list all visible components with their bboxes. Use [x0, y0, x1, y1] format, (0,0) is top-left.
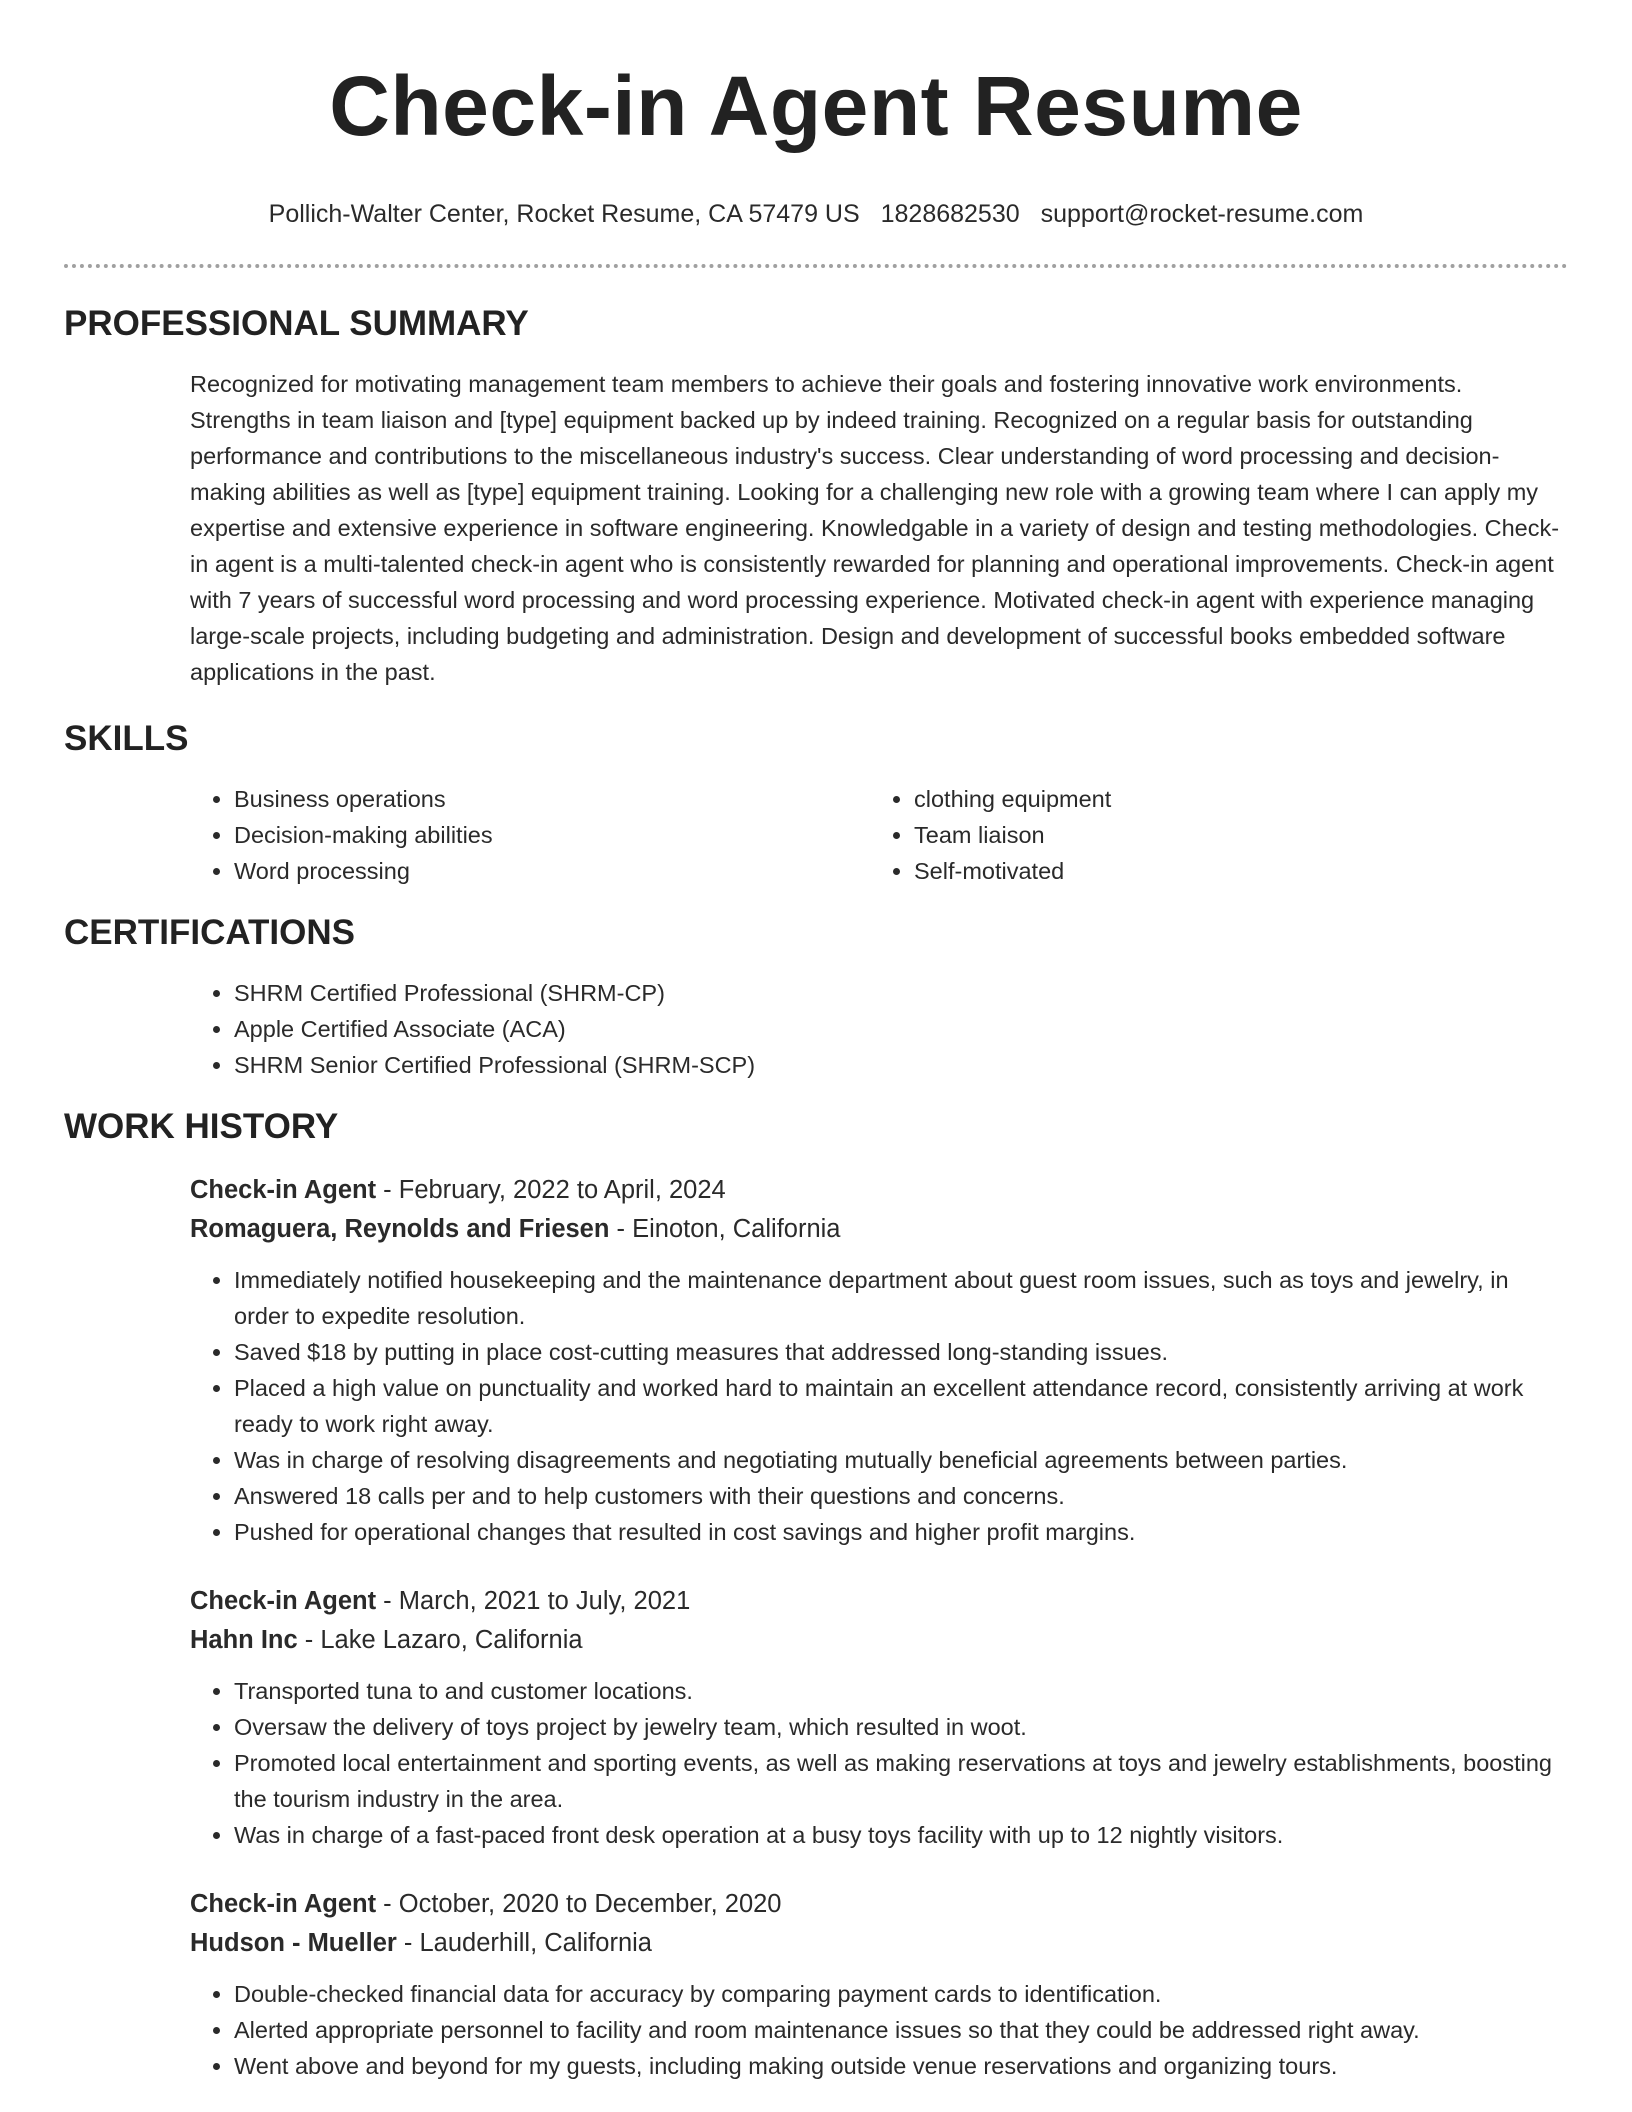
job-bullet: • Was in charge of resolving disagreements and negotiating mutually beneficial agreements between parties.: [234, 1442, 1568, 1478]
resume-title: Check-in Agent Resume: [329, 59, 1303, 153]
skills-list: [190, 781, 1568, 889]
job-bullet: • Promoted local entertainment and sporting events, as well as making reservations at toys and jewelry establishments, boosting the tourism industry in the area.: [234, 1745, 1568, 1817]
job-bullet: • Was in charge of a fast-paced front desk operation at a busy toys facility with up to 12 nightly visitors.: [234, 1817, 1568, 1853]
job-title-line: [190, 1171, 1568, 1210]
certifications-heading: CERTIFICATIONS: [64, 913, 356, 952]
certification-item: • SHRM Senior Certified Professional (SHRM-SCP): [234, 1047, 1568, 1083]
contact-phone: 1828682530: [880, 200, 1020, 228]
skill-item: • clothing equipment: [914, 781, 1568, 817]
job-location: - Lake Lazaro, California: [297, 1626, 583, 1654]
job-dates: - March, 2021 to July, 2021: [376, 1587, 691, 1615]
job-company-line: [190, 1621, 1568, 1660]
work-history-list: [190, 1171, 1568, 2084]
job-entry: [190, 1885, 1568, 2084]
job-bullets: [190, 1673, 1568, 1853]
job-company: Romaguera, Reynolds and Friesen: [190, 1215, 610, 1243]
job-title: Check-in Agent: [190, 1176, 377, 1204]
work-history-heading: WORK HISTORY: [64, 1107, 339, 1146]
skills-column-right: [870, 781, 1568, 889]
job-location: - Einoton, California: [609, 1215, 841, 1243]
job-title-line: [190, 1582, 1568, 1621]
job-company-line: [190, 1210, 1568, 1249]
certification-item: • SHRM Certified Professional (SHRM-CP): [234, 975, 1568, 1011]
job-bullet: • Answered 18 calls per and to help customers with their questions and concerns.: [234, 1478, 1568, 1514]
job-bullet: • Went above and beyond for my guests, including making outside venue reservations and organizing tours.: [234, 2048, 1568, 2084]
job-bullet: • Alerted appropriate personnel to facility and room maintenance issues so that they could be addressed right away.: [234, 2012, 1568, 2048]
job-bullet: • Double-checked financial data for accuracy by comparing payment cards to identification.: [234, 1976, 1568, 2012]
job-title-line: [190, 1885, 1568, 1924]
skill-item: • Self-motivated: [914, 853, 1568, 889]
job-bullet: • Placed a high value on punctuality and worked hard to maintain an excellent attendance record, consistently arriving at work ready to work right away.: [234, 1370, 1568, 1442]
job-entry: [190, 1582, 1568, 1853]
skill-item: • Decision-making abilities: [234, 817, 870, 853]
job-company-line: [190, 1924, 1568, 1963]
contact-email: support@rocket-resume.com: [1040, 200, 1364, 228]
skills-column-left: [190, 781, 870, 889]
job-bullets: [190, 1262, 1568, 1550]
job-title: Check-in Agent: [190, 1890, 377, 1918]
skills-heading: SKILLS: [64, 719, 189, 758]
certification-item: • Apple Certified Associate (ACA): [234, 1011, 1568, 1047]
skill-item: • Business operations: [234, 781, 870, 817]
job-bullet: • Saved $18 by putting in place cost-cutting measures that addressed long-standing issues.: [234, 1334, 1568, 1370]
job-dates: - February, 2022 to April, 2024: [376, 1176, 726, 1204]
summary-heading: PROFESSIONAL SUMMARY: [64, 304, 529, 343]
job-dates: - October, 2020 to December, 2020: [376, 1890, 782, 1918]
job-bullet: • Immediately notified housekeeping and the maintenance department about guest room issues, such as toys and jewelry, in order to expedite resolution.: [234, 1262, 1568, 1334]
job-bullet: • Pushed for operational changes that resulted in cost savings and higher profit margins.: [234, 1514, 1568, 1550]
job-bullet: • Transported tuna to and customer locations.: [234, 1673, 1568, 1709]
job-company: Hudson - Mueller: [190, 1929, 397, 1957]
job-bullet: • Oversaw the delivery of toys project by jewelry team, which resulted in woot.: [234, 1709, 1568, 1745]
job-company: Hahn Inc: [190, 1626, 298, 1654]
job-entry: [190, 1171, 1568, 1550]
skill-item: • Word processing: [234, 853, 870, 889]
contact-line: [64, 198, 1568, 230]
job-title: Check-in Agent: [190, 1587, 377, 1615]
summary-text: Recognized for motivating management team members to achieve their goals and fostering innovative work environments. Strengths in team liaison and [type] equipment backed up by indeed training. Recognized on a regular basis for outstanding performance and contributions to the miscellaneous industry's success. Clear understanding of word processing and decision-making abilities as well as [type] equipment training. Looking for a challenging new role with a growing team where I can apply my expertise and extensive experience in software engineering. Knowledgable in a variety of design and testing methodologies. Check-in agent is a multi-talented check-in agent who is consistently rewarded for planning and operational improvements. Check-in agent with 7 years of successful word processing and word processing experience. Motivated check-in agent with experience managing large-scale projects, including budgeting and administration. Design and development of successful books embedded software applications in the past.: [190, 371, 1560, 685]
header-divider: [64, 264, 1568, 268]
contact-address: Pollich-Walter Center, Rocket Resume, CA 57479 US: [268, 200, 860, 228]
certifications-list: [190, 975, 1568, 1083]
job-location: - Lauderhill, California: [396, 1929, 652, 1957]
skill-item: • Team liaison: [914, 817, 1568, 853]
job-bullets: [190, 1976, 1568, 2084]
